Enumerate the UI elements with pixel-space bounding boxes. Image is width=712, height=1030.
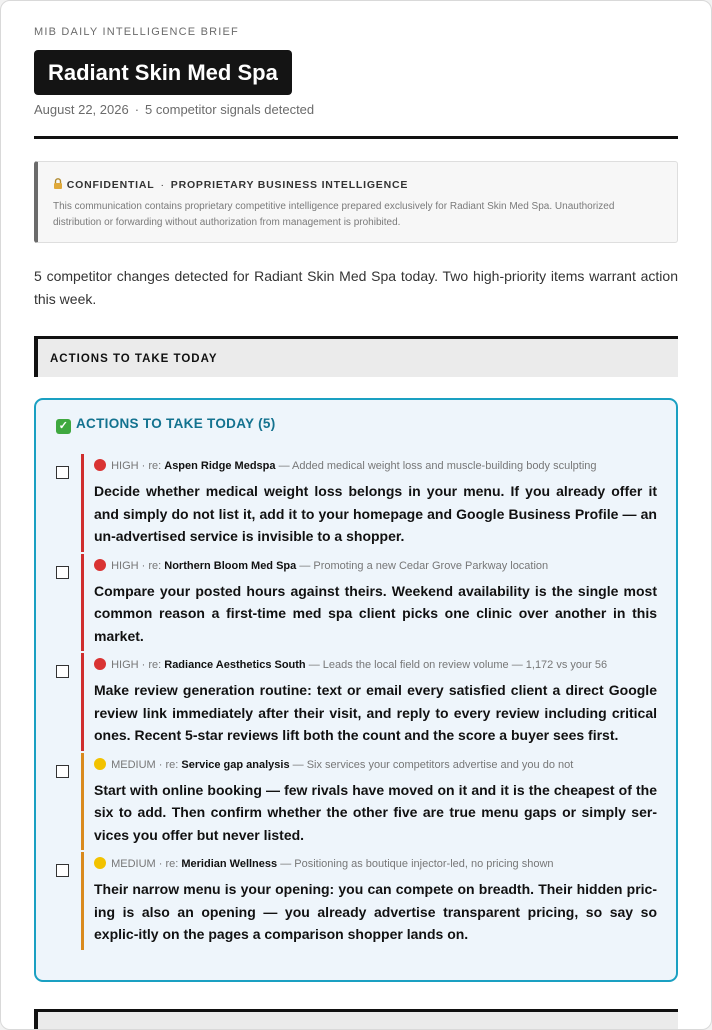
action-item xyxy=(56,653,657,751)
action-text: Their narrow menu is your opening: you can compete on breadth. Their hidden pric-ing is also an opening — you already advertise transparent pricing, so say so explic-itly on the pages a comparison shopper lands on. xyxy=(94,881,657,942)
priority-label: MEDIUM xyxy=(111,858,156,870)
signal-count: 5 competitor signals detected xyxy=(145,102,315,117)
competitor-name: Radiance Aesthetics South xyxy=(164,659,306,671)
action-checkbox[interactable] xyxy=(56,665,69,678)
action-checkbox[interactable] xyxy=(56,466,69,479)
action-item xyxy=(56,554,657,652)
confidential-body: This communication contains proprietary competitive intelligence prepared exclusively for Radiant Skin Med Spa. Unauthorized distribution or forwarding without authorization from management is prohibited. xyxy=(53,201,615,228)
competitor-name: Northern Bloom Med Spa xyxy=(164,559,297,572)
action-item xyxy=(56,852,657,950)
signal-text: — Added medical weight loss and muscle-building body sculpting xyxy=(278,460,597,472)
page-title: Radiant Skin Med Spa xyxy=(34,50,292,95)
priority-label: HIGH xyxy=(111,460,139,472)
action-text: Compare your posted hours against theirs. Weekend availability is the single most common reason a first-time med spa client picks one clinic over another in this market. xyxy=(94,582,657,644)
competitor-name: Meridian Wellness xyxy=(181,858,278,870)
meta-separator: · xyxy=(134,102,140,117)
confidential-heading xyxy=(53,178,663,191)
confidential-notice xyxy=(34,161,678,243)
re-label: · re: xyxy=(141,659,162,671)
confidential-label: CONFIDENTIAL xyxy=(66,179,155,191)
priority-label: HIGH xyxy=(111,659,139,671)
priority-dot-icon xyxy=(94,857,106,869)
action-checkbox[interactable] xyxy=(56,765,69,778)
priority-dot-icon xyxy=(94,758,106,770)
priority-dot-icon xyxy=(94,459,106,471)
action-text: Start with online booking — few rivals have moved on it and it is the cheapest of the six to add. Then confirm whether the other five are true menu gaps or simply ser-vices you offer but never listed. xyxy=(94,781,657,843)
priority-label: HIGH xyxy=(111,559,139,572)
signal-text: — Six services your competitors advertise and you do not xyxy=(292,758,574,771)
action-meta xyxy=(94,658,657,671)
action-content xyxy=(84,454,657,552)
re-label: · re: xyxy=(158,758,179,771)
action-list xyxy=(56,454,657,950)
competitor-name: Aspen Ridge Medspa xyxy=(164,460,276,472)
action-checkbox[interactable] xyxy=(56,864,69,877)
signal-text: — Positioning as boutique injector-led, no pricing shown xyxy=(280,858,554,870)
action-content xyxy=(84,852,657,950)
section-header-actions: ACTIONS TO TAKE TODAY xyxy=(34,336,678,377)
action-meta xyxy=(94,459,657,472)
priority-dot-icon xyxy=(94,658,106,670)
summary-text: 5 competitor changes detected for Radiant Skin Med Spa today. Two high-priority items warrant action this week. xyxy=(34,268,678,307)
re-label: · re: xyxy=(141,559,162,572)
action-text: Decide whether medical weight loss belongs in your menu. If you already offer it and simply do not list it, add it to your homepage and Google Business Profile — an un-advertised service is invisible to a shopper. xyxy=(94,483,657,544)
action-content xyxy=(84,753,657,851)
action-meta xyxy=(94,857,657,870)
competitor-name: Service gap analysis xyxy=(181,758,290,771)
lock-icon xyxy=(53,179,67,191)
header-divider xyxy=(34,136,678,139)
action-checkbox[interactable] xyxy=(56,566,69,579)
action-meta xyxy=(94,559,657,572)
brief-kicker: MIB DAILY INTELLIGENCE BRIEF xyxy=(34,26,239,38)
action-content xyxy=(84,653,657,751)
brief-meta xyxy=(34,102,678,117)
confidential-separator: · xyxy=(160,179,165,191)
action-content xyxy=(84,554,657,652)
actions-panel xyxy=(34,398,678,982)
action-text: Make review generation routine: text or email every satisfied client a direct Google review link immediately after their visit, and reply to every review including critical ones. Recent 5-star reviews lift both the count and the score a buyer sees first. xyxy=(94,682,657,743)
action-item xyxy=(56,753,657,851)
actions-title-text: ACTIONS TO TAKE TODAY (5) xyxy=(76,416,276,431)
re-label: · re: xyxy=(158,858,179,870)
action-item xyxy=(56,454,657,552)
actions-title xyxy=(56,416,657,434)
next-section-header xyxy=(34,1009,678,1029)
brief-date: August 22, 2026 xyxy=(34,102,129,117)
signal-text: — Promoting a new Cedar Grove Parkway location xyxy=(299,559,549,572)
priority-dot-icon xyxy=(94,559,106,571)
priority-label: MEDIUM xyxy=(111,758,156,771)
action-meta xyxy=(94,758,657,771)
proprietary-label: PROPRIETARY BUSINESS INTELLIGENCE xyxy=(170,179,409,191)
signal-text: — Leads the local field on review volume — 1,172 vs your 56 xyxy=(308,659,608,671)
re-label: · re: xyxy=(141,460,162,472)
check-mark-icon: ✓ xyxy=(56,419,71,434)
